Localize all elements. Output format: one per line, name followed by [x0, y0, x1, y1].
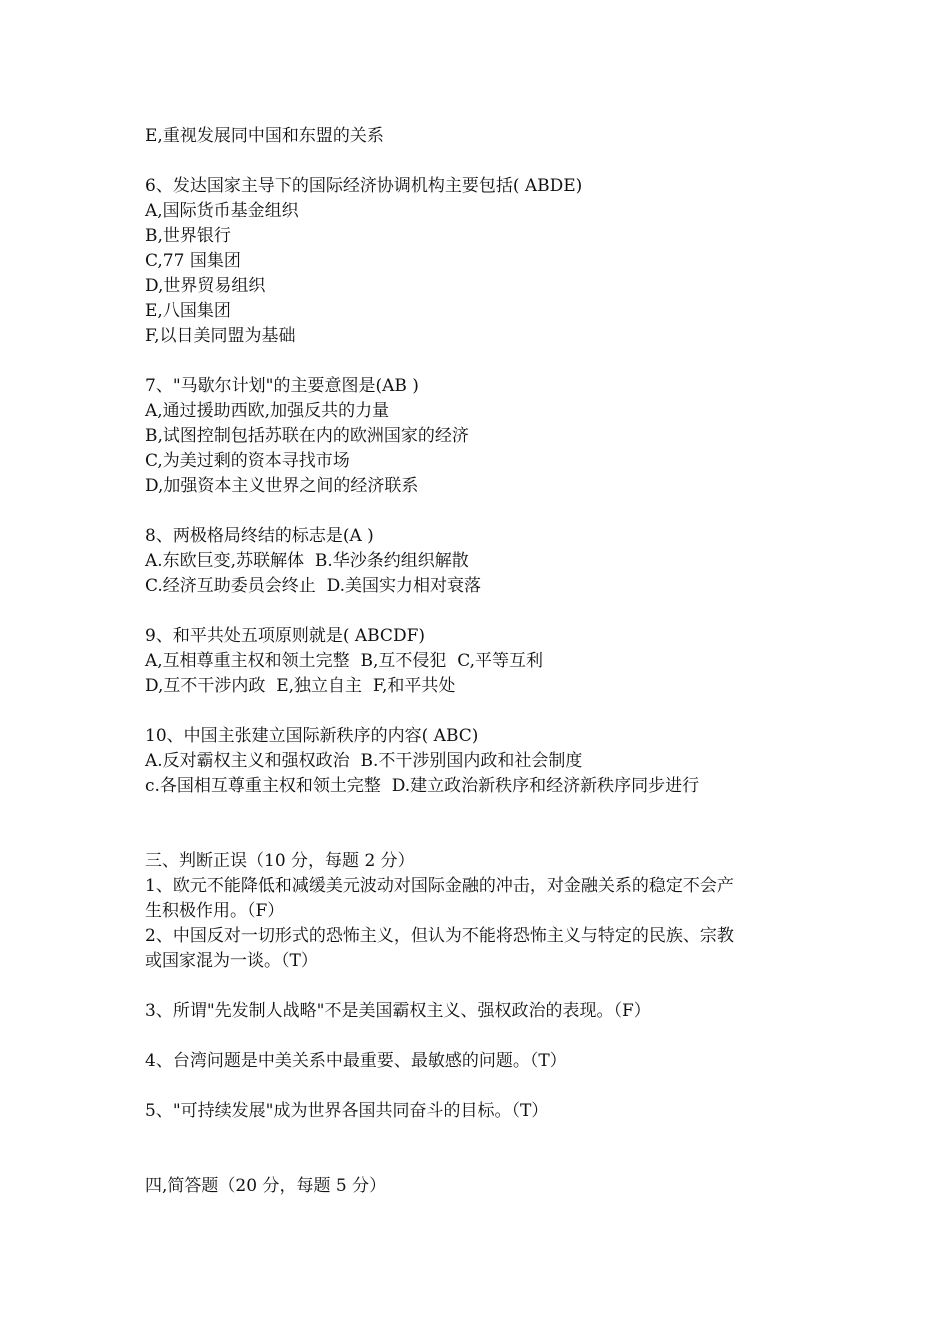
judge-item-3: 3、所谓"先发制人战略"不是美国霸权主义、强权政治的表现。（F） — [145, 1001, 651, 1021]
judge-item-1-line-1: 1、欧元不能降低和减缓美元波动对国际金融的冲击，对金融关系的稳定不会产 — [145, 876, 734, 896]
q7-option-a: A,通过援助西欧,加强反共的力量 — [145, 401, 390, 421]
judge-item-5: 5、"可持续发展"成为世界各国共同奋斗的目标。（T） — [145, 1101, 549, 1121]
q5-option-e: E,重视发展同中国和东盟的关系 — [145, 126, 384, 146]
q7-option-c: C,为美过剩的资本寻找市场 — [145, 451, 350, 471]
q8-options-row-1: A.东欧巨变,苏联解体 B.华沙条约组织解散 — [145, 551, 469, 571]
judge-item-2-line-2: 或国家混为一谈。（T） — [145, 951, 318, 971]
q9-options-row-1: A,互相尊重主权和领土完整 B,互不侵犯 C,平等互利 — [145, 651, 543, 671]
q6-option-f: F,以日美同盟为基础 — [145, 326, 296, 346]
q10-options-row-2: c.各国相互尊重主权和领土完整 D.建立政治新秩序和经济新秩序同步进行 — [145, 776, 700, 796]
q9-question: 9、和平共处五项原则就是( ABCDF) — [145, 626, 426, 646]
judge-item-2-line-1: 2、中国反对一切形式的恐怖主义，但认为不能将恐怖主义与特定的民族、宗教 — [145, 926, 734, 946]
judge-item-1-line-2: 生积极作用。（F） — [145, 901, 285, 921]
q10-options-row-1: A.反对霸权主义和强权政治 B.不干涉别国内政和社会制度 — [145, 751, 583, 771]
q6-option-e: E,八国集团 — [145, 301, 231, 321]
q6-option-b: B,世界银行 — [145, 226, 231, 246]
q6-question: 6、发达国家主导下的国际经济协调机构主要包括( ABDE) — [145, 176, 583, 196]
section-4-heading: 四,简答题（20 分，每题 5 分） — [145, 1176, 387, 1196]
q8-question: 8、两极格局终结的标志是(A ) — [145, 526, 374, 546]
q6-option-c: C,77 国集团 — [145, 251, 241, 271]
q7-option-d: D,加强资本主义世界之间的经济联系 — [145, 476, 419, 496]
q9-options-row-2: D,互不干涉内政 E,独立自主 F,和平共处 — [145, 676, 456, 696]
section-3-heading: 三、判断正误（10 分，每题 2 分） — [145, 851, 415, 871]
q7-option-b: B,试图控制包括苏联在内的欧洲国家的经济 — [145, 426, 469, 446]
q7-question: 7、"马歇尔计划"的主要意图是(AB ) — [145, 376, 419, 396]
document-page — [145, 124, 825, 1199]
q6-option-a: A,国际货币基金组织 — [145, 201, 299, 221]
q6-option-d: D,世界贸易组织 — [145, 276, 266, 296]
judge-item-4: 4、台湾问题是中美关系中最重要、最敏感的问题。（T） — [145, 1051, 567, 1071]
q10-question: 10、中国主张建立国际新秩序的内容( ABC) — [145, 726, 479, 746]
q8-options-row-2: C.经济互助委员会终止 D.美国实力相对衰落 — [145, 576, 482, 596]
